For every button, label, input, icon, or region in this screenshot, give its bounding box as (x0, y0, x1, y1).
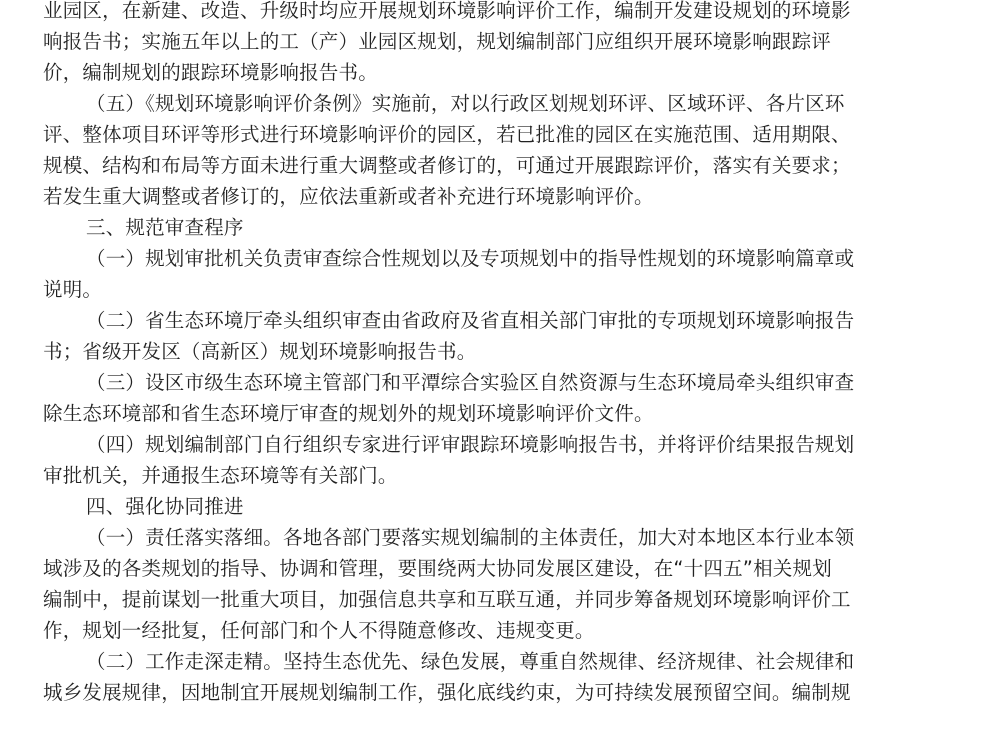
paragraph-start-line: （一）责任落实落细。各地各部门要落实规划编制的主体责任，加大对本地区本行业本领 (86, 526, 855, 549)
text-line: 业园区，在新建、改造、升级时均应开展规划环境影响评价工作，编制开发建设规划的环境影 (43, 0, 851, 22)
paragraph-start-line: （二）省生态环境厅牵头组织审查由省政府及省直相关部门审批的专项规划环境影响报告 (86, 309, 855, 332)
paragraph-start-line: （五）《规划环境影响评价条例》实施前，对以行政区划规划环评、区域环评、各片区环 (86, 92, 845, 115)
paragraph-start-line: （二）工作走深走精。坚持生态优先、绿色发展，尊重自然规律、经济规律、社会规律和 (86, 650, 855, 673)
text-line: 评、整体项目环评等形式进行环境影响评价的园区，若已批准的园区在实施范围、适用期限、 (43, 123, 851, 146)
text-line: 若发生重大调整或者修订的，应依法重新或者补充进行环境影响评价。 (43, 185, 654, 208)
text-line: 除生态环境部和省生态环境厅审查的规划外的规划环境影响评价文件。 (43, 402, 654, 425)
text-line: 书；省级开发区（高新区）规划环境影响报告书。 (43, 340, 477, 363)
paragraph-start-line: （三）设区市级生态环境主管部门和平潭综合实验区自然资源与生态环境局牵头组织审查 (86, 371, 855, 394)
text-line: 规模、结构和布局等方面未进行重大调整或者修订的，可通过开展跟踪评价，落实有关要求； (43, 154, 851, 177)
text-line: 说明。 (43, 278, 103, 301)
text-line: 响报告书；实施五年以上的工（产）业园区规划，规划编制部门应组织开展环境影响跟踪评 (43, 30, 832, 53)
text-line: 域涉及的各类规划的指导、协调和管理，要围绕两大协同发展区建设，在“十四五”相关规划 (43, 557, 832, 580)
text-line: 价，编制规划的跟踪环境影响报告书。 (43, 61, 378, 84)
section-heading: 四、强化协同推进 (86, 495, 244, 518)
text-line: 作，规划一经批复，任何部门和个人不得随意修改、违规变更。 (43, 619, 595, 642)
section-heading: 三、规范审查程序 (86, 216, 244, 239)
text-line: 审批机关，并通报生态环境等有关部门。 (43, 464, 398, 487)
text-line: 编制中，提前谋划一批重大项目，加强信息共享和互联互通，并同步筹备规划环境影响评价工 (43, 588, 851, 611)
paragraph-start-line: （四）规划编制部门自行组织专家进行评审跟踪环境影响报告书，并将评价结果报告规划 (86, 433, 855, 456)
text-line: 城乡发展规律，因地制宜开展规划编制工作，强化底线约束，为可持续发展预留空间。编制规 (43, 681, 851, 704)
paragraph-start-line: （一）规划审批机关负责审查综合性规划以及专项规划中的指导性规划的环境影响篇章或 (86, 247, 855, 270)
